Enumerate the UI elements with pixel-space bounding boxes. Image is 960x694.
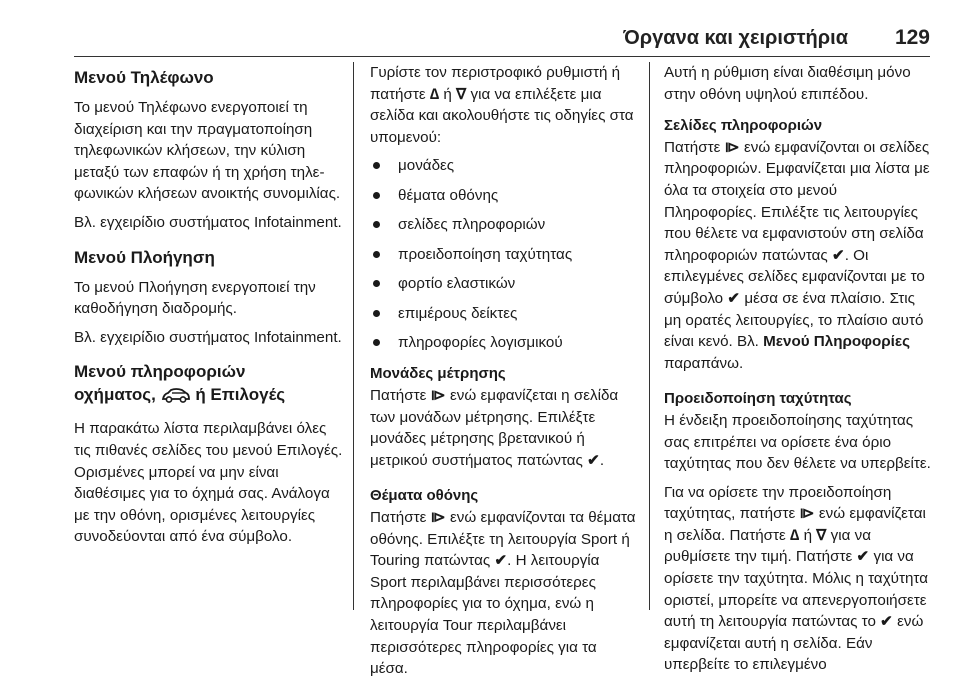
list-item: προειδοποίηση ταχύτητας [370,244,638,265]
running-title: Όργανα και χειριστήρια [623,27,848,49]
title-line: οχήματος, [74,385,156,405]
paragraph: Βλ. εγχειρίδιο συστήματος Infotainment. [74,213,342,231]
paragraph: Πατήστε ⧐ ενώ εμφανίζεται η σελίδα των μονάδων μέτρησης. Επιλέξτε μονάδες μέτρησης βρετανικού ή μετρικού συστήματος πατώντας ✔. [370,386,619,469]
subheading-info-pages: Σελίδες πληροφοριών [664,117,823,135]
check-symbol-icon: ✔ [727,289,741,307]
subheading-themes: Θέματα οθόνης [370,487,479,505]
play-symbol-icon: ⧐ [724,138,740,156]
list-item: επιμέρους δείκτες [370,303,638,324]
page-header [0,0,960,56]
paragraph: Βλ. εγχειρίδιο συστήματος Infotainment. [74,328,342,346]
column-divider [353,62,354,610]
check-symbol-icon: ✔ [856,548,870,566]
column-2 [370,62,638,694]
list-item: θέματα οθόνης [370,185,638,206]
play-symbol-icon: ⧐ [430,508,446,526]
speed-warning-block [664,388,932,676]
car-icon [161,386,191,410]
check-symbol-icon: ✔ [494,552,508,570]
column-1 [74,62,344,555]
paragraph: Γυρίστε τον περιστροφικό ρυθμιστή ή πατήστε ∆ ή ∇ για να επιλέξετε μια σελίδα και ακολουθήστε τις οδηγίες στα υπομενού: [370,64,634,146]
header-rule [74,56,930,57]
check-symbol-icon: ✔ [587,451,600,469]
subheading-speed-warning: Προειδοποίηση ταχύτητας [664,390,852,408]
title-line: Μενού πληροφοριών [74,362,246,382]
up-symbol-icon: ∆ [790,526,800,544]
paragraph: Το μενού Τηλέφωνο ενεργοποιεί τη διαχείριση και την πραγματοποίηση τηλεφωνικών κλήσεων, την κύλιση μεταξύ των επαφών ή τη χρήση τηλεφωνικών κλήσεων ανοικτής συνομιλίας. [74,99,341,203]
section-title-navigation: Μενού Πλοήγηση [74,247,215,267]
themes-block [370,485,638,679]
paragraph: Για να ορίσετε την προειδοποίηση ταχύτητας, πατήστε ⧐ ενώ εμφανίζεται η σελίδα. Πατήστε ∆ ή ∇ για να ρυθμίσετε την τιμή. Πατήστε ✔ για να ορίσετε την ταχύτητα. Μόλις η ταχύτητα οριστεί, μπορείτε να απενεργοποιήσετε αυτή τη λειτουργία πατώντας το ✔ ενώ εμφανίζεται αυτή η σελίδα. Εάν υπερβείτε το επιλεγμένο [664,483,928,674]
paragraph: Πατήστε ⧐ ενώ εμφανίζονται τα θέματα οθόνης. Επιλέξτε τη λειτουργία Sport ή Touring πατώντας ✔. Η λειτουργία Sport περιλαμβάνει περισσότερες πληροφορίες για το όχημα, ενώ η λειτουργία Tour περιλαμβάνει περισσότερες πληροφορίες για τα μέσα. [370,508,636,678]
units-block [370,363,638,471]
submenu-list [370,155,638,353]
play-symbol-icon: ⧐ [430,386,446,404]
section-title-vehicle-info [74,360,344,410]
info-pages-block [664,115,932,374]
paragraph: Πατήστε ⧐ ενώ εμφανίζονται οι σελίδες πληροφοριών. Εμφανίζεται μια λίστα με όλα τα στοιχεία στο μενού Πληροφορίες. Επιλέξτε τις λειτουργίες που θέλετε να εμφανιστούν στη σελίδα πληροφοριών πατώντας ✔. Οι επιλεγμένες σελίδες εμφανίζονται με το σύμβολο ✔ μέσα σε ένα πλαίσιο. Στις μη ορατές λειτουργίες, το πλαίσιο αυτό είναι κενό. Βλ. Μενού Πληροφορίες παραπάνω. [664,138,930,372]
paragraph: Η ένδειξη προειδοποίησης ταχύτητας σας επιτρέπει να ορίσετε ένα όριο ταχύτητας που δεν θέλετε να υπερβείτε. [664,411,931,473]
subheading-units: Μονάδες μέτρησης [370,365,506,383]
section-title-phone: Μενού Τηλέφωνο [74,68,214,87]
play-symbol-icon: ⧐ [799,505,815,523]
list-item: πληροφορίες λογισμικού [370,332,638,353]
list-item: σελίδες πληροφοριών [370,214,638,235]
column-3 [664,62,932,683]
title-line: ή Επιλογές [195,385,286,405]
up-symbol-icon: ∆ [429,85,440,103]
list-item: μονάδες [370,155,638,176]
check-symbol-icon: ✔ [831,246,845,264]
column-divider [649,62,650,610]
down-symbol-icon: ∇ [456,85,467,103]
page-number: 129 [894,26,930,49]
paragraph: Αυτή η ρύθμιση είναι διαθέσιμη μόνο στην οθόνη υψηλού επιπέδου. [664,64,911,103]
paragraph: Η παρακάτω λίστα περιλαμβάνει όλες τις πιθανές σελίδες του μενού Επιλογές. Ορισμένες μπορεί να μην είναι διαθέσιμες για το όχημά σας. Ανάλογα με την οθόνη, ορισμένες λειτουργίες συνοδεύονται από ένα σύμβολο. [74,420,343,546]
list-item: φορτίο ελαστικών [370,273,638,294]
reference-link: Μενού Πληροφορίες [763,333,911,351]
check-symbol-icon: ✔ [880,613,893,631]
down-symbol-icon: ∇ [816,526,827,544]
paragraph: Το μενού Πλοήγηση ενεργοποιεί την καθοδήγηση διαδρομής. [74,278,316,318]
